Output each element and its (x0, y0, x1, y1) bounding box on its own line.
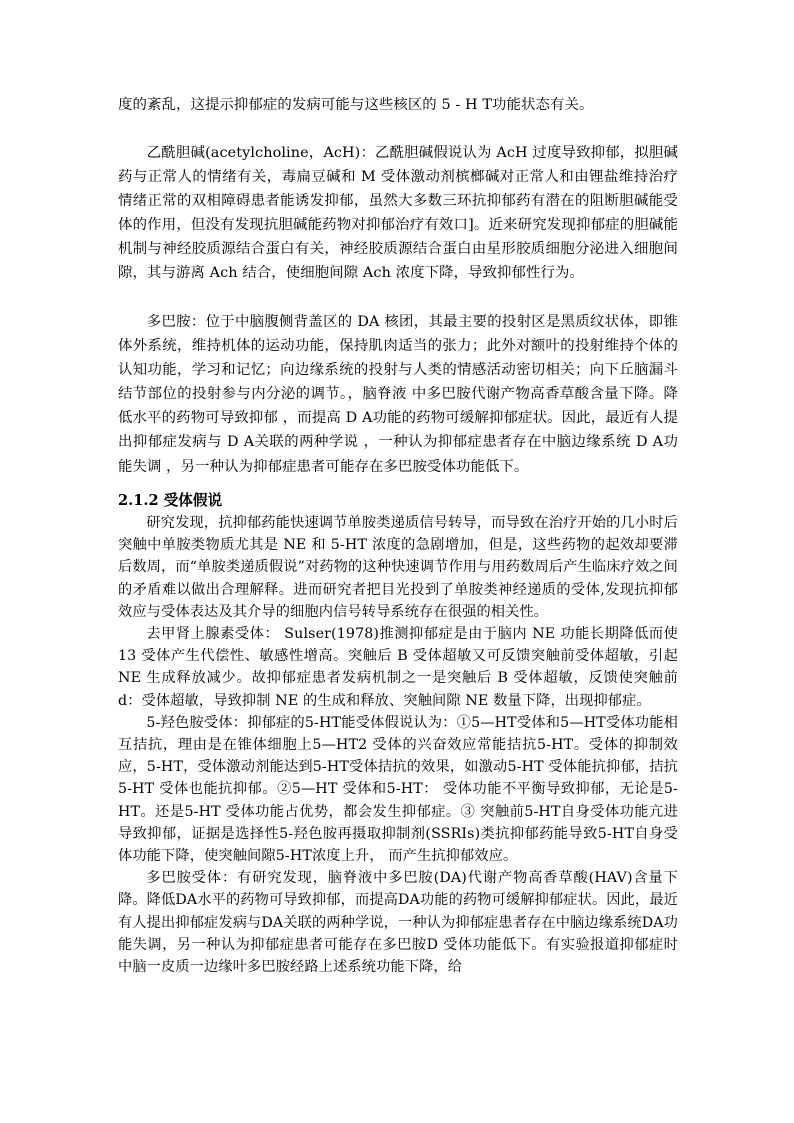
paragraph-continuation (118, 93, 678, 117)
paragraph-text: 研究发现，抗抑郁药能快速调节单胺类递质信号转导，而导致在治疗开始的几小时后突触中单胺类物质尤其是 NE 和 5-HT 浓度的急剧增加，但是，这些药物的起效却要滞后数周，而“单胺类递质假说”对药物的这种快速调节作用与用药数周后产生临床疗效之间的矛盾难以做出合理解释。进而研究者把目光投到了单胺类神经递质的受体,发现抗抑郁效应与受体表达及其介导的细胞内信号转导系统存在很强的相关性。 (118, 515, 678, 620)
paragraph-text: 5-羟色胺受体：抑郁症的5-HT能受体假说认为：①5—HT受体和5—HT受体功能相互拮抗，理由是在锥体细胞上5—HT2 受体的兴奋效应常能拮抗5-HT。受体的抑制效应，5-HT，受体激动剂能达到5-HT受体拮抗的效果，如激动5-HT 受体能抗抑郁，拮抗5-HT 受体也能抗抑郁。②5—HT 受体和5-HT： 受体功能不平衡导致抑郁，无论是5-HT。还是5-HT 受体功能占优势，都会发生抑郁症。③ 突触前5-HT自身受体功能亢进导致抑郁，证据是选择性5-羟色胺再摄取抑制剂(SSRIs)类抗抑郁药能导致5-HT自身受体功能下降，使突触间隙5-HT浓度上升， 而产生抗抑郁效应。 (118, 714, 678, 865)
paragraph-dopamine (118, 310, 678, 479)
paragraph-text: 多巴胺：位于中脑腹侧背盖区的 DA 核团，其最主要的投射区是黑质纹状体，即锥体外系统，维持机体的运动功能，保持肌肉适当的张力；此外对额叶的投射维持个体的认知功能，学习和记忆；向边缘系统的投射与人类的情感活动密切相关；向下丘脑漏斗结节部位的投射参与内分泌的调节。，脑脊液 中多巴胺代谢产物高香草酸含量下降。降低水平的药物可导致抑郁 ，而提高 D A功能的药物可缓解抑郁症状。因此，最近有人提出抑郁症发病与 D A关联的两种学说 ，一种认为抑郁症患者存在中脑边缘系统 D A功能失调 ，另一种认为抑郁症患者可能存在多巴胺受体功能低下。 (118, 314, 678, 475)
paragraph-text: 度的紊乱，这提示抑郁症的发病可能与这些核区的 5 - H T功能状态有关。 (118, 97, 594, 113)
section-heading: 2.1.2 受体假说 (118, 492, 223, 509)
paragraph-acetylcholine (118, 141, 678, 286)
paragraph-text: 乙酰胆碱(acetylcholine，AcH)：乙酰胆碱假说认为 AcH 过度导致抑郁，拟胆碱药与正常人的情绪有关，毒扁豆碱和 M 受体激动剂槟榔碱对正常人和由锂盐维持治疗情绪正常的双相障碍患者能诱发抑郁，虽然大多数三环抗抑郁药有潜在的阻断胆碱能受体的作用，但没有发现抗胆碱能药物对抑郁治疗有效口]。近来研究发现抑郁症的胆碱能机制与神经胶质源结合蛋白有关，神经胶质源结合蛋白由星形胶质细胞分泌进入细胞间隙，其与游离 Ach 结合，使细胞间隙 Ach 浓度下降，导致抑郁性行为。 (118, 145, 678, 282)
paragraph-text: 去甲肾上腺素受体： Sulser(1978)推测抑郁症是由于脑内 NE 功能长期降低而使 13 受体产生代偿性、敏感性增高。突触后 B 受体超敏又可反馈突触前受体超敏，引起 NE 生成释放减少。故抑郁症患者发病机制之一是突触后 B 受体超敏，反馈使突触前 d：受体超敏，导致抑制 NE 的生成和释放、突触间隙 NE 数量下降，出现抑郁症。 (118, 626, 678, 709)
section-receptor-hypothesis (118, 512, 678, 978)
paragraph-text: 多巴胺受体：有研究发现，脑脊液中多巴胺(DA)代谢产物高香草酸(HAV)含量下降。降低DA水平的药物可导致抑郁，而提高DA功能的药物可缓解抑郁症状。因此，最近有人提出抑郁症发病与DA关联的两种学说，一种认为抑郁症患者存在中脑边缘系统DA功能失调，另一种认为抑郁症患者可能存在多巴胺D 受体功能低下。有实验报道抑郁症时中脑一皮质一边缘叶多巴胺经路上述系统功能下降，给 (118, 870, 678, 976)
